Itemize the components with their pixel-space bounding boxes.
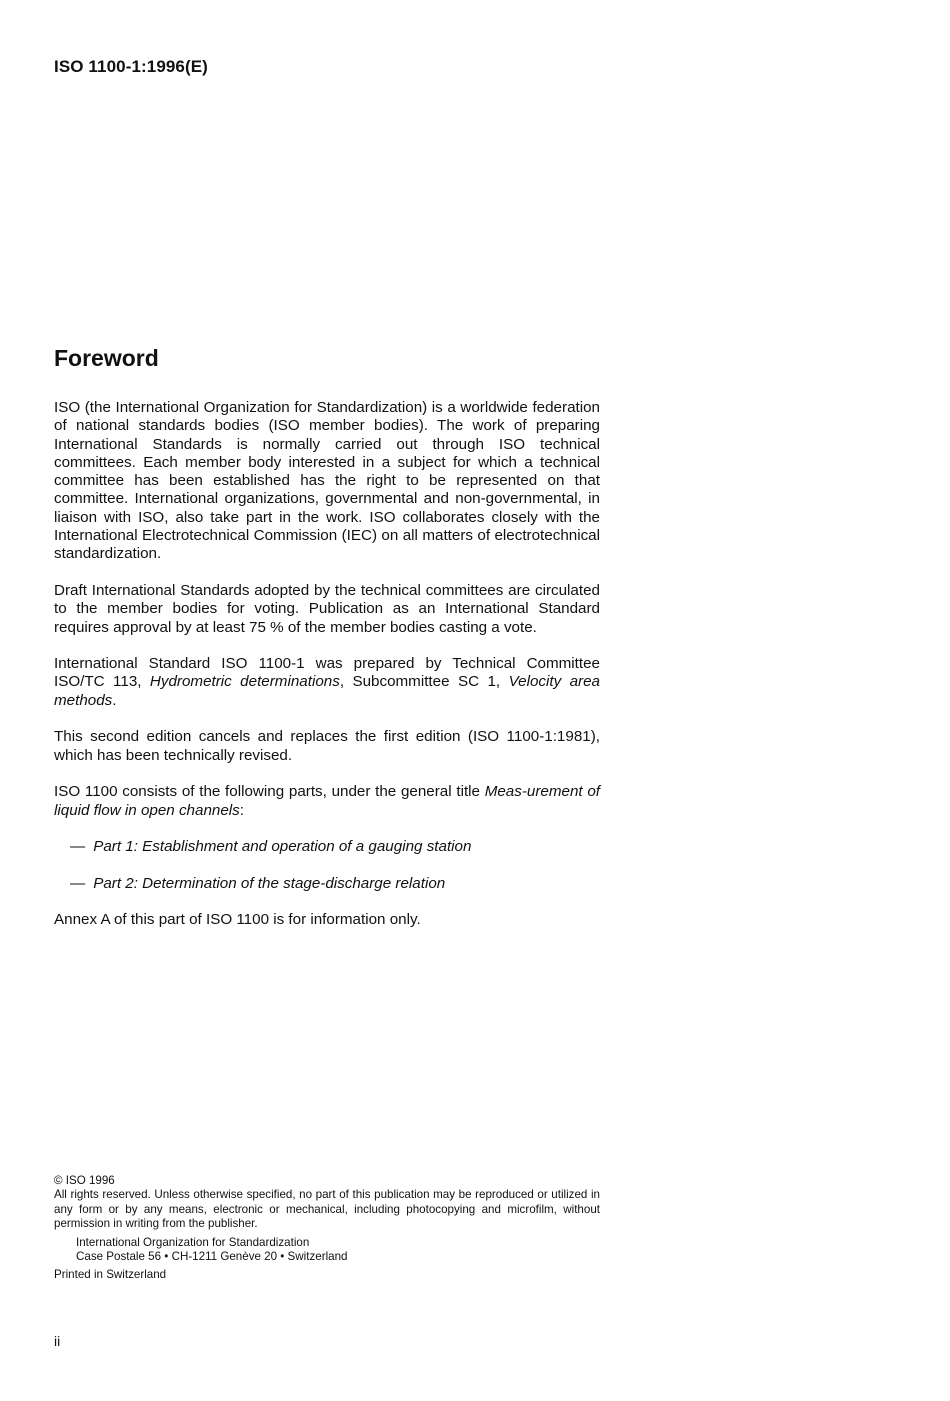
list-item-part-1 <box>70 838 600 856</box>
paragraph-annex-note: Annex A of this part of ISO 1100 is for information only. <box>54 911 421 929</box>
paragraph-iso-intro: ISO (the International Organization for Standardization) is a worldwide federation of national standards bodies (ISO member bodies). The work of preparing International Standards is normally carried out through ISO technical committees. Each member body interested in a subject for which a technical committee has been established has the right to be represented on that committee. International organizations, governmental and non-governmental, in liaison with ISO, also take part in the work. ISO collaborates closely with the International Electrotechnical Commission (IEC) on all matters of electrotechnical standardization. <box>54 399 600 563</box>
copyright-notice: © ISO 1996 <box>54 1174 115 1187</box>
dash-marker: — <box>70 838 86 856</box>
prepared-by-middle: , Subcommittee SC 1, <box>339 673 509 691</box>
subcommittee-title: Velocity area methods <box>54 673 600 709</box>
parts-intro-prefix: ISO 1100 consists of the following parts, under the general title <box>54 783 485 801</box>
paragraph-prepared-by <box>54 655 600 710</box>
general-title: Meas-urement of liquid flow in open channels <box>54 783 600 819</box>
publisher-address <box>76 1236 600 1265</box>
prepared-by-prefix: International Standard ISO 1100-1 was prepared by Technical Committee ISO/TC 113, <box>54 655 600 691</box>
rights-statement: All rights reserved. Unless otherwise specified, no part of this publication may be reproduced or utilized in any form or by any means, electronic or mechanical, including photocopying and microfilm, without permission in writing from the publisher. <box>54 1188 600 1231</box>
publisher-postal-address: Case Postale 56 • CH-1211 Genève 20 • Switzerland <box>76 1250 348 1264</box>
printed-in: Printed in Switzerland <box>54 1268 167 1282</box>
paragraph-draft-standards: Draft International Standards adopted by the technical committees are circulated to the member bodies for voting. Publication as an International Standard requires approval by at least 75 % of the member bodies casting a vote. <box>54 581 600 636</box>
prepared-by-suffix: . <box>112 691 117 709</box>
copyright-block <box>54 1174 600 1283</box>
part-1-label: Part 1: Establishment and operation of a gauging station <box>93 838 472 856</box>
paragraph-parts-intro <box>54 783 600 820</box>
publisher-name: International Organization for Standardization <box>76 1235 310 1249</box>
foreword-title: Foreword <box>54 345 159 371</box>
foreword-body <box>54 399 600 948</box>
document-id-header: ISO 1100-1:1996(E) <box>54 57 208 76</box>
page-number: ii <box>54 1333 61 1349</box>
dash-marker: — <box>70 874 86 892</box>
list-item-part-2 <box>70 875 600 893</box>
paragraph-edition: This second edition cancels and replaces the first edition (ISO 1100-1:1981), which has been technically revised. <box>54 728 600 764</box>
part-2-label: Part 2: Determination of the stage-discharge relation <box>93 874 446 892</box>
parts-intro-suffix: : <box>239 801 244 819</box>
committee-title: Hydrometric determinations <box>149 673 340 691</box>
